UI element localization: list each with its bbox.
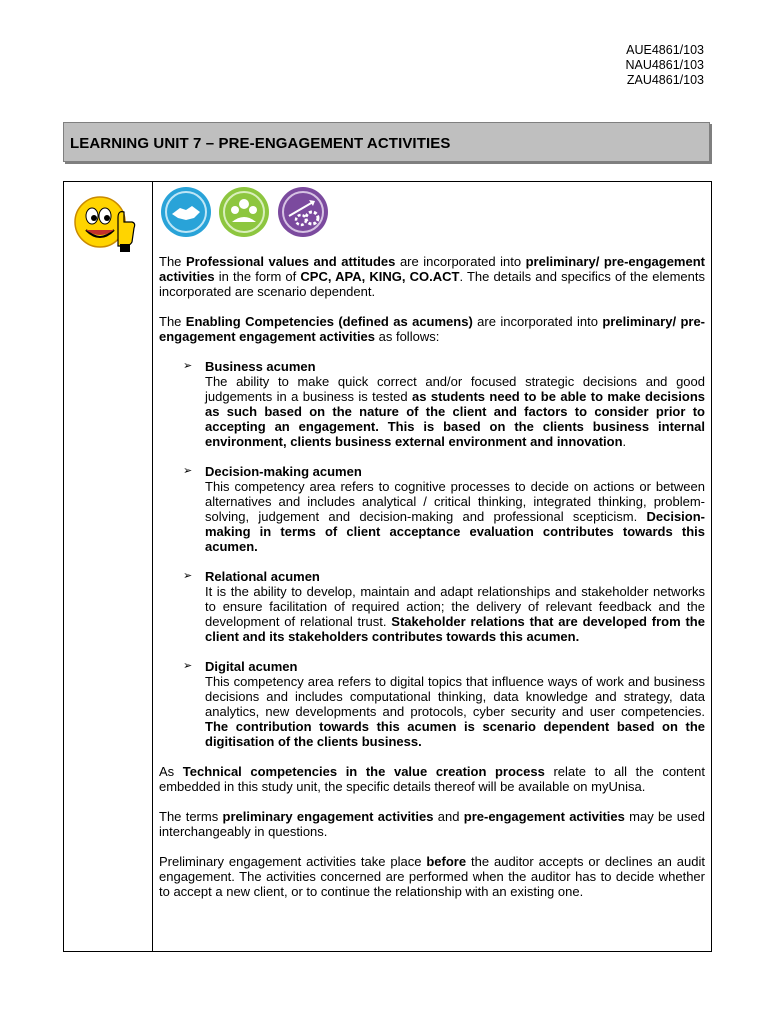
- bold-text: pre-engagement activities: [463, 809, 625, 824]
- paragraph-technical-competencies: [159, 764, 705, 794]
- text: as follows:: [375, 329, 440, 344]
- arrow-bullet-icon: ➢: [183, 660, 193, 672]
- text: Preliminary engagement activities take place: [159, 854, 427, 869]
- text: The ability to make quick correct and/or focused strategic decisions and good judgements in a business is tested: [205, 374, 705, 404]
- paragraph-professional-values: [159, 254, 705, 299]
- thumbs-up-smiley-icon: [72, 188, 140, 261]
- team-award-icon: [218, 186, 270, 238]
- arrow-bullet-icon: ➢: [183, 465, 193, 477]
- acumen-title: Decision-making acumen: [205, 464, 362, 479]
- module-codes: [625, 43, 704, 88]
- bold-text: Decision-making in terms of client acceptance evaluation contributes towards this acumen.: [205, 509, 705, 554]
- bold-text: preliminary/ pre-engagement activities: [159, 254, 705, 284]
- paragraph-enabling-competencies: [159, 314, 705, 344]
- bold-text: Professional values and attitudes: [185, 254, 396, 269]
- text: the auditor accepts or declines an audit engagement. The activities concerned are performed when the auditor has to decide whether to accept a new client, or to continue the relationship with an existing one.: [159, 854, 706, 899]
- content-frame: [63, 181, 712, 952]
- paragraph-terms: [159, 809, 705, 839]
- arrow-bullet-icon: ➢: [183, 360, 193, 372]
- text: This competency area refers to digital topics that influence ways of work and business decisions and includes computational thinking, data knowledge and strategy, data analytics, new developments and protocols, cyber security and user competencies.: [205, 674, 705, 719]
- acumen-title: Digital acumen: [205, 659, 298, 674]
- text: As: [159, 764, 183, 779]
- acumen-title: Relational acumen: [205, 569, 320, 584]
- module-code: AUE4861/103: [626, 43, 704, 57]
- list-item: [159, 659, 705, 749]
- unit-title-banner: [63, 122, 710, 162]
- list-item: [159, 359, 705, 449]
- text: and: [433, 809, 464, 824]
- text: relate to all the content embedded in this study unit, the specific details thereof will be available on myUnisa.: [159, 764, 705, 794]
- bold-text: Technical competencies in the value creation process: [182, 764, 545, 779]
- competency-icons: [160, 186, 331, 238]
- text: are incorporated into: [472, 314, 603, 329]
- bold-text: as students need to be able to make decisions as such based on the nature of the client and factors to consider prior to accepting an engagement. This is based on the clients business internal environment, clients business external environment and innovation: [205, 389, 706, 449]
- module-code: ZAU4861/103: [626, 73, 704, 87]
- text: This competency area refers to cognitive processes to decide on actions or between alternatives and includes analytical / critical thinking, integrated thinking, problem-solving, judgement and decision-making and professional scepticism.: [205, 479, 705, 524]
- text: are incorporated into: [395, 254, 526, 269]
- content-body: [159, 254, 705, 914]
- bold-text: Stakeholder relations that are developed from the client and its stakeholders contributes towards this acumen.: [205, 614, 705, 644]
- handshake-icon: [160, 186, 212, 238]
- text: may be used interchangeably in questions.: [159, 809, 705, 839]
- list-item: [159, 464, 705, 554]
- text: The: [159, 314, 186, 329]
- text: in the form of: [214, 269, 301, 284]
- text: .: [622, 434, 627, 449]
- gears-growth-icon: [277, 186, 329, 238]
- bold-text: The contribution towards this acumen is scenario dependent based on the digitisation of the clients business.: [205, 719, 705, 749]
- column-divider: [152, 182, 153, 951]
- paragraph-preliminary-activities: [159, 854, 705, 899]
- text: . The details and specifics of the elements incorporated are scenario dependent.: [159, 269, 706, 299]
- text: It is the ability to develop, maintain and adapt relationships and stakeholder networks to ensure facilitation of required action; the delivery of relevant feedback and the development of relational trust.: [205, 584, 705, 629]
- arrow-bullet-icon: ➢: [183, 570, 193, 582]
- bold-text: preliminary/ pre-engagement engagement activities: [159, 314, 705, 344]
- text: The: [159, 254, 186, 269]
- bold-text: Enabling Competencies (defined as acumens): [185, 314, 473, 329]
- unit-title: LEARNING UNIT 7 – PRE-ENGAGEMENT ACTIVITIES: [70, 135, 451, 152]
- bold-text: before: [426, 854, 467, 869]
- bold-text: CPC, APA, KING, CO.ACT: [300, 269, 460, 284]
- list-item: [159, 569, 705, 644]
- module-code: NAU4861/103: [625, 58, 704, 72]
- bold-text: preliminary engagement activities: [222, 809, 434, 824]
- text: The terms: [159, 809, 223, 824]
- acumen-title: Business acumen: [205, 359, 316, 374]
